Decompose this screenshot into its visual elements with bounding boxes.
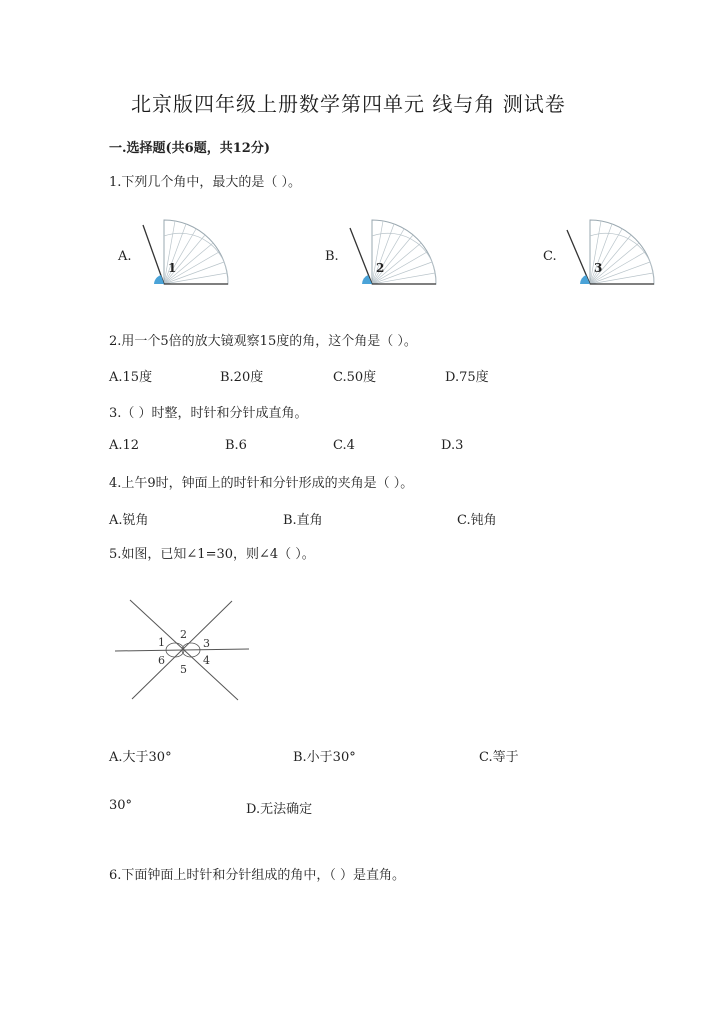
q2-option-c[interactable]: C.50度 bbox=[333, 370, 377, 385]
q3-option-c[interactable]: C.4 bbox=[333, 438, 355, 453]
q2-option-b[interactable]: B.20度 bbox=[220, 370, 264, 385]
q3-option-d[interactable]: D.3 bbox=[441, 438, 464, 453]
question-1: 1.下列几个角中，最大的是（ ）。 bbox=[109, 175, 302, 190]
q1-figure-c-label: C. bbox=[543, 249, 557, 264]
q4-option-b[interactable]: B.直角 bbox=[283, 513, 323, 528]
question-3: 3.（ ）时整，时针和分针成直角。 bbox=[109, 406, 308, 421]
q3-option-a[interactable]: A.12 bbox=[109, 438, 140, 453]
q1-figure-b-label: B. bbox=[325, 249, 339, 264]
q5-option-c[interactable]: C.等于 bbox=[479, 750, 519, 765]
q5-option-c-continued: 30° bbox=[109, 798, 133, 813]
q5-angle-label-2: 2 bbox=[180, 628, 187, 641]
q5-option-b[interactable]: B.小于30° bbox=[293, 750, 356, 765]
q1-figure-a-label: A. bbox=[118, 249, 132, 264]
section-heading: 一.选择题(共6题，共12分) bbox=[109, 141, 270, 156]
q1-protractor-figure-a bbox=[140, 220, 230, 286]
q1-protractor-figure-b bbox=[348, 220, 438, 286]
q4-option-a[interactable]: A.锐角 bbox=[109, 513, 149, 528]
q1-angle-number-3: 3 bbox=[594, 261, 603, 275]
q1-protractor-figure-c bbox=[566, 220, 656, 286]
q5-angle-label-6: 6 bbox=[158, 654, 165, 667]
q5-angle-label-1: 1 bbox=[158, 636, 165, 649]
q5-angle-label-5: 5 bbox=[180, 663, 187, 676]
q5-angle-label-3: 3 bbox=[203, 637, 210, 650]
question-4: 4.上午9时，钟面上的时针和分针形成的夹角是（ ）。 bbox=[109, 476, 414, 491]
q5-angle-label-4: 4 bbox=[203, 654, 210, 667]
q1-angle-number-2: 2 bbox=[376, 261, 385, 275]
q5-option-d[interactable]: D.无法确定 bbox=[246, 802, 313, 817]
q2-option-a[interactable]: A.15度 bbox=[109, 370, 153, 385]
q2-option-d[interactable]: D.75度 bbox=[445, 370, 489, 385]
q5-intersecting-lines-figure bbox=[115, 598, 250, 703]
q1-angle-number-1: 1 bbox=[168, 261, 177, 275]
question-2: 2.用一个5倍的放大镜观察15度的角，这个角是（ ）。 bbox=[109, 334, 417, 349]
q5-option-a[interactable]: A.大于30° bbox=[109, 750, 172, 765]
q3-option-b[interactable]: B.6 bbox=[225, 438, 247, 453]
question-5: 5.如图，已知∠1=30，则∠4（ ）。 bbox=[109, 547, 315, 562]
question-6: 6.下面钟面上时针和分针组成的角中，（ ）是直角。 bbox=[109, 868, 406, 883]
page-title: 北京版四年级上册数学第四单元 线与角 测试卷 bbox=[131, 92, 566, 116]
q4-option-c[interactable]: C.钝角 bbox=[457, 513, 497, 528]
